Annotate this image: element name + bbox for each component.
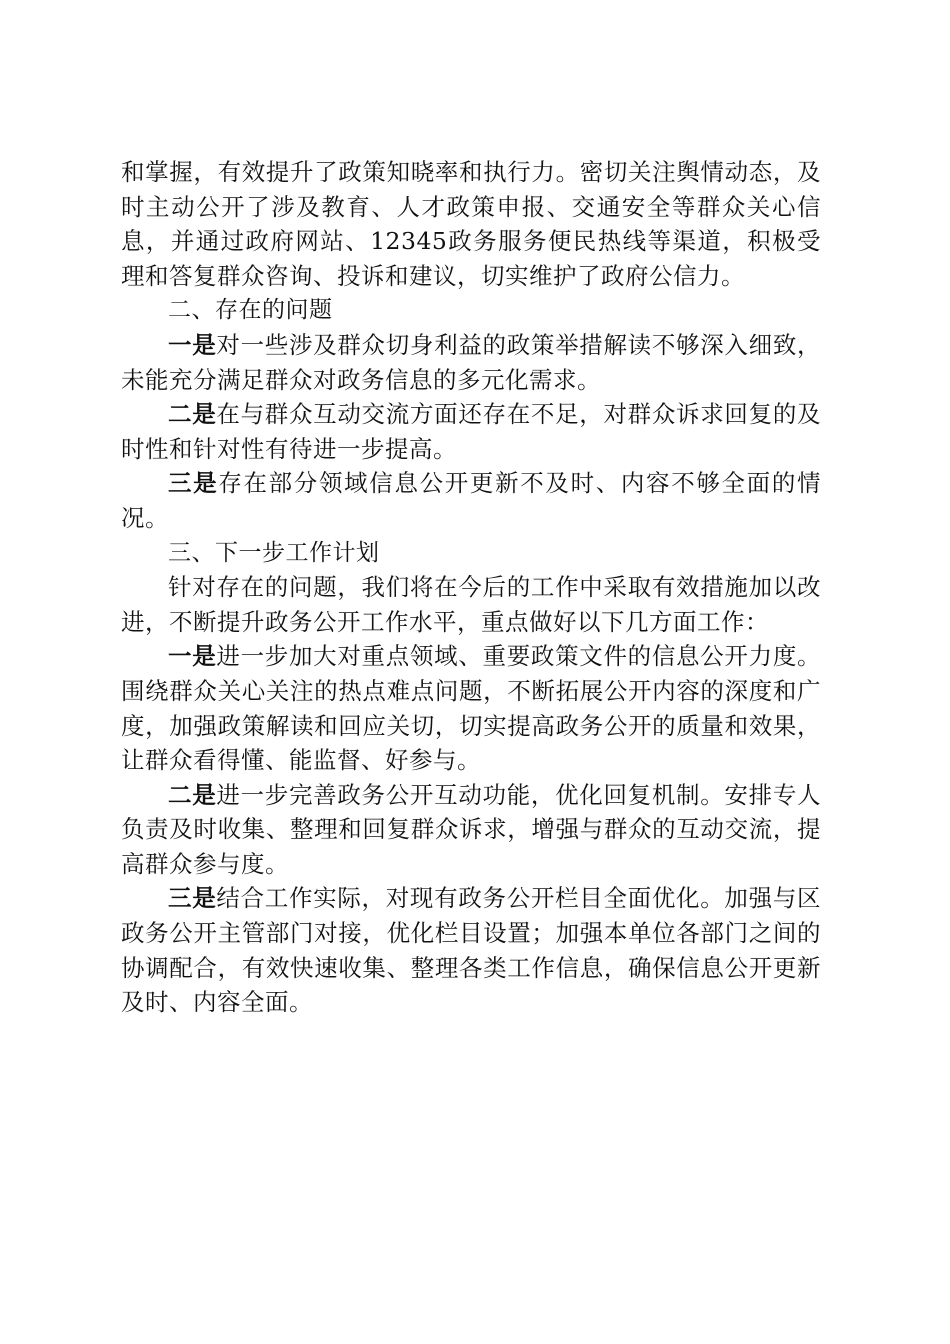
- item-lead: 三是: [168, 469, 219, 498]
- intro-paragraph: 和掌握，有效提升了政策知晓率和执行力。密切关注舆情动态，及时主动公开了涉及教育、人才政策申报、交通安全等群众关心信息，并通过政府网站、12345政务服务便民热线等渠道，积极受理和答复群众咨询、投诉和建议，切实维护了政府公信力。: [121, 158, 821, 290]
- problem-item-2: [121, 397, 821, 466]
- item-text: 存在部分领域信息公开更新不及时、内容不够全面的情况。: [121, 469, 822, 532]
- item-lead: 二是: [168, 400, 217, 429]
- plan-item-1: [121, 639, 821, 777]
- plan-item-2: [121, 778, 821, 882]
- item-text: 进一步完善政务公开互动功能，优化回复机制。安排专人负责及时收集、整理和回复群众诉求，增强与群众的互动交流，提高群众参与度。: [121, 780, 822, 878]
- item-lead: 二是: [168, 780, 217, 809]
- plan-item-3: [121, 881, 821, 1019]
- item-text: 对一些涉及群众切身利益的政策举措解读不够深入细致，未能充分满足群众对政务信息的多元化需求。: [121, 330, 822, 394]
- problem-item-1: [121, 328, 821, 397]
- section-heading-next-plan: 三、下一步工作计划: [168, 539, 380, 566]
- document-page: [121, 155, 821, 1020]
- problem-item-3: [121, 466, 821, 535]
- section-heading-problems: 二、存在的问题: [168, 297, 333, 324]
- item-text: 结合工作实际，对现有政务公开栏目全面优化。加强与区政务公开主管部门对接，优化栏目设置；加强本单位各部门之间的协调配合，有效快速收集、整理各类工作信息，确保信息公开更新及时、内容全面。: [121, 884, 822, 1017]
- plan-intro-paragraph: 针对存在的问题，我们将在今后的工作中采取有效措施加以改进，不断提升政务公开工作水平，重点做好以下几方面工作：: [121, 573, 821, 636]
- item-lead: 一是: [168, 330, 217, 359]
- item-lead: 一是: [168, 642, 217, 671]
- item-text: 进一步加大对重点领域、重要政策文件的信息公开力度。围绕群众关心关注的热点难点问题，不断拓展公开内容的深度和广度，加强政策解读和回应关切，切实提高政务公开的质量和效果，让群众看得懂、能监督、好参与。: [121, 642, 822, 775]
- item-lead: 三是: [168, 884, 217, 913]
- item-text: 在与群众互动交流方面还存在不足，对群众诉求回复的及时性和针对性有待进一步提高。: [121, 400, 822, 463]
